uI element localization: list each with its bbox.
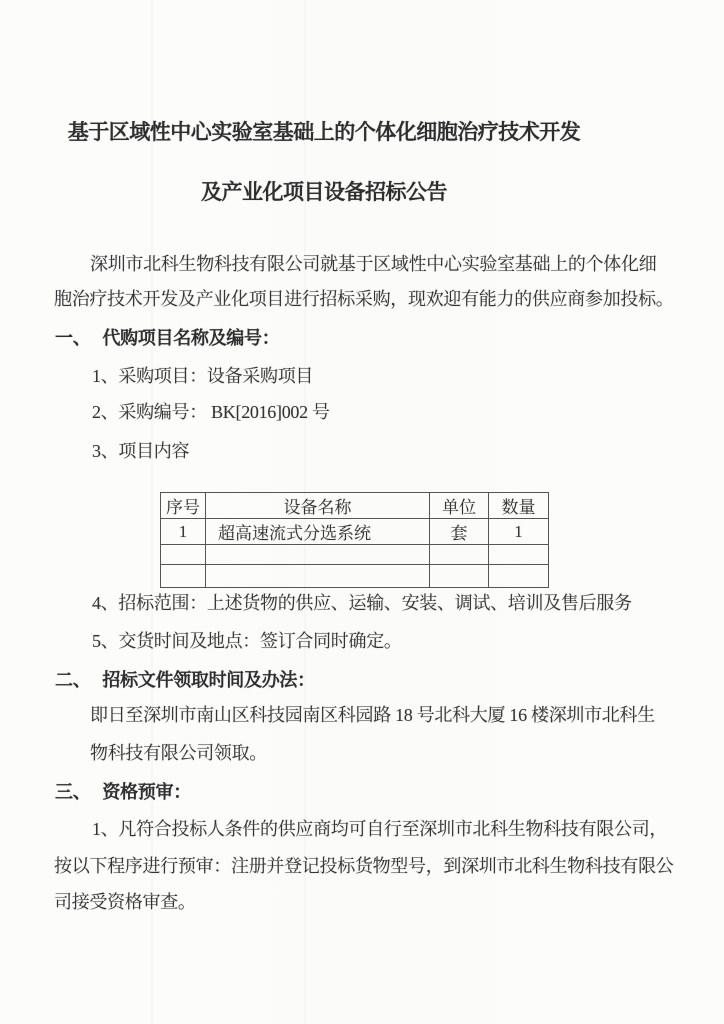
section-1-item-5: 5、交货时间及地点：签订合同时确定。 bbox=[92, 631, 402, 651]
section-1-heading-text: 代购项目名称及编号： bbox=[102, 328, 280, 348]
section-1-item-1: 1、采购项目：设备采购项目 bbox=[92, 366, 314, 386]
table-cell-qty bbox=[489, 545, 549, 565]
section-3-heading-text: 资格预审： bbox=[102, 782, 191, 802]
equipment-table bbox=[160, 492, 549, 588]
section-1-number: 一、 bbox=[55, 328, 91, 348]
section-2-paragraph-line-2: 物科技有限公司领取。 bbox=[90, 743, 267, 763]
table-cell-unit bbox=[430, 565, 489, 588]
equipment-table-container bbox=[160, 492, 549, 588]
table-cell-name bbox=[206, 545, 430, 565]
section-2-number: 二、 bbox=[55, 670, 91, 690]
table-cell-seq bbox=[161, 545, 206, 565]
section-2-paragraph-line-1: 即日至深圳市南山区科技园南区科园路 18 号北科大厦 16 楼深圳市北科生 bbox=[90, 705, 655, 725]
table-cell-name: 超高速流式分选系统 bbox=[206, 519, 430, 545]
table-cell-unit bbox=[430, 545, 489, 565]
section-3-heading bbox=[55, 781, 191, 803]
table-cell-name bbox=[206, 565, 430, 588]
table-header-row bbox=[161, 493, 549, 519]
table-header-unit: 单位 bbox=[430, 493, 489, 519]
table-cell-seq: 1 bbox=[161, 519, 206, 545]
table-row bbox=[161, 545, 549, 565]
section-3-paragraph-line-1: 1、凡符合投标人条件的供应商均可自行至深圳市北科生物科技有限公司， bbox=[92, 819, 668, 839]
table-header-qty: 数量 bbox=[489, 493, 549, 519]
section-2-heading-text: 招标文件领取时间及办法： bbox=[102, 670, 315, 690]
table-cell-qty bbox=[489, 565, 549, 588]
section-2-heading bbox=[55, 669, 315, 691]
intro-paragraph-line-2: 胞治疗技术开发及产业化项目进行招标采购，现欢迎有能力的供应商参加投标。 bbox=[54, 289, 674, 309]
section-1-item-3: 3、项目内容 bbox=[92, 441, 190, 461]
document-title-line-2: 及产业化项目设备招标公告 bbox=[201, 180, 447, 204]
table-row bbox=[161, 565, 549, 588]
table-cell-unit: 套 bbox=[430, 519, 489, 545]
section-3-paragraph-line-2: 按以下程序进行预审：注册并登记投标货物型号，到深圳市北科生物科技有限公 bbox=[54, 856, 674, 876]
table-header-seq: 序号 bbox=[161, 493, 206, 519]
section-1-item-4: 4、招标范围：上述货物的供应、运输、安装、调试、培训及售后服务 bbox=[92, 593, 632, 613]
section-3-paragraph-line-3: 司接受资格审查。 bbox=[54, 892, 196, 912]
table-cell-qty: 1 bbox=[489, 519, 549, 545]
section-1-heading bbox=[55, 327, 279, 349]
document-title-line-1: 基于区域性中心实验室基础上的个体化细胞治疗技术开发 bbox=[67, 120, 581, 144]
table-header-name: 设备名称 bbox=[206, 493, 430, 519]
table-row bbox=[161, 519, 549, 545]
intro-paragraph-line-1: 深圳市北科生物科技有限公司就基于区域性中心实验室基础上的个体化细 bbox=[90, 254, 657, 274]
section-1-item-2: 2、采购编号： BK[2016]002 号 bbox=[92, 402, 330, 422]
table-cell-seq bbox=[161, 565, 206, 588]
section-3-number: 三、 bbox=[55, 782, 91, 802]
